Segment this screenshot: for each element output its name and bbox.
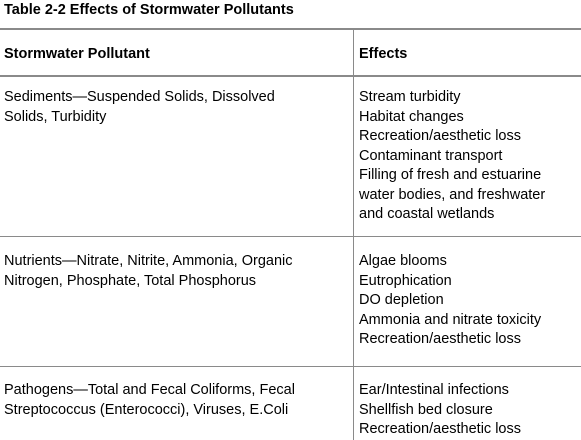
effect-item: Recreation/aesthetic loss <box>359 331 521 347</box>
effect-item: Algae blooms <box>359 253 447 269</box>
effects-cell <box>359 381 581 440</box>
effects-cell <box>359 88 581 225</box>
row-divider <box>0 366 581 367</box>
effect-item: water bodies, and freshwater <box>359 186 546 203</box>
effect-item: and coastal wetlands <box>359 206 495 222</box>
effect-item: Shellfish bed closure <box>359 401 493 418</box>
effect-item: Recreation/aesthetic loss <box>359 421 521 437</box>
effect-item: Ear/Intestinal infections <box>359 382 509 398</box>
effect-item: Habitat changes <box>359 108 464 125</box>
effect-item: Eutrophication <box>359 272 452 289</box>
effect-item: Recreation/aesthetic loss <box>359 128 521 144</box>
pollutant-text: Sediments—Suspended Solids, Dissolved <box>4 89 275 105</box>
pollutant-cell <box>4 381 349 420</box>
column-divider <box>353 29 354 440</box>
pollutant-text: Nitrogen, Phosphate, Total Phosphorus <box>4 272 257 289</box>
header-rule <box>0 75 581 77</box>
effect-item: Stream turbidity <box>359 89 461 105</box>
table-caption: Table 2-2 Effects of Stormwater Pollutants <box>4 2 294 18</box>
effect-item: Contaminant transport <box>359 147 503 164</box>
pollutant-text: Solids, Turbidity <box>4 108 107 125</box>
pollutant-text: Pathogens—Total and Fecal Coliforms, Fecal <box>4 382 295 398</box>
pollutant-cell <box>4 88 349 127</box>
header-pollutant: Stormwater Pollutant <box>4 46 150 62</box>
effect-item: Filling of fresh and estuarine <box>359 167 542 183</box>
header-effects: Effects <box>359 46 408 62</box>
pollutant-text: Nutrients—Nitrate, Nitrite, Ammonia, Organic <box>4 253 293 269</box>
effects-cell <box>359 252 581 350</box>
row-divider <box>0 236 581 237</box>
pollutant-cell <box>4 252 349 291</box>
pollutant-text: Streptococcus (Enterococci), Viruses, E.Coli <box>4 401 289 418</box>
effect-item: Ammonia and nitrate toxicity <box>359 311 542 328</box>
effect-item: DO depletion <box>359 292 444 308</box>
table-top-rule <box>0 28 581 30</box>
